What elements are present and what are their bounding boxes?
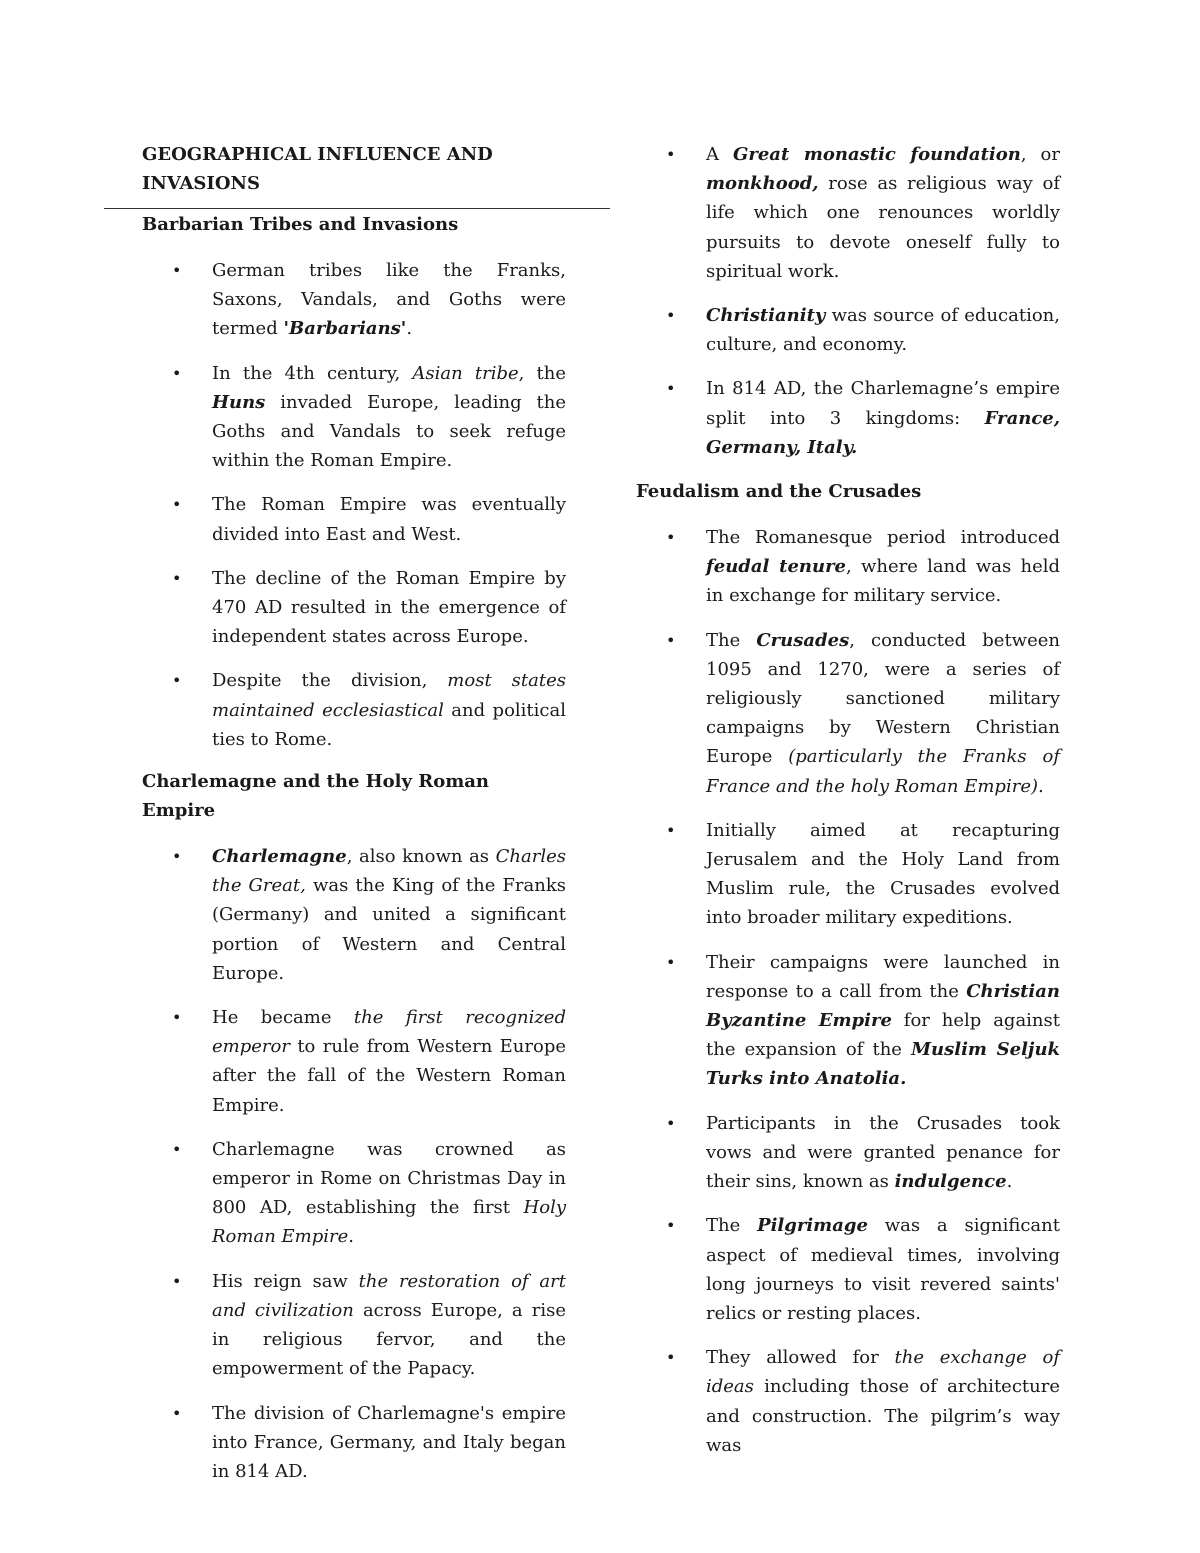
barbarian-list [142, 256, 566, 754]
list-item: • He became the first recognized emperor to rule from Western Europe after the fall of the Western Roman Empire. [142, 1003, 566, 1120]
continued-list [636, 140, 1060, 462]
list-item: • The Roman Empire was eventually divided into East and West. [142, 490, 566, 548]
charlemagne-list [142, 842, 566, 1486]
section-heading-charlemagne: Charlemagne and the Holy Roman Empire [142, 771, 490, 822]
bullet-icon: • [172, 261, 182, 280]
left-column [142, 140, 566, 1501]
bullet-icon: • [172, 671, 182, 691]
bullet-icon: • [666, 145, 676, 164]
bullet-icon: • [666, 528, 676, 548]
list-item: • In 814 AD, the Charlemagne’s empire split into 3 kingdoms: France, Germany, Italy. [636, 374, 1060, 462]
bullet-icon: • [172, 363, 182, 383]
bullet-icon: • [172, 1139, 182, 1159]
document-title: GEOGRAPHICAL INFLUENCE AND INVASIONS [142, 144, 493, 194]
bullet-icon: • [172, 1008, 182, 1028]
list-item: • German tribes like the Franks, Saxons, Vandals, and Goths were termed 'Barbarians'. [142, 256, 566, 344]
bullet-icon: • [666, 1216, 676, 1236]
bullet-icon: • [666, 1348, 676, 1368]
list-item: • Christianity was source of education, culture, and economy. [636, 301, 1060, 359]
section-heading-feudalism: Feudalism and the Crusades [636, 481, 922, 503]
list-item: • His reign saw the restoration of art and civilization across Europe, a rise in religious fervor, and the empowerment of the Papacy. [142, 1267, 566, 1384]
list-item: • The decline of the Roman Empire by 470 AD resulted in the emergence of independent states across Europe. [142, 564, 566, 652]
list-item: • A Great monastic foundation, or monkhood, rose as religious way of life which one renounces worldly pursuits to devote oneself fully to spiritual work. [636, 140, 1060, 286]
list-item: • The division of Charlemagne's empire into France, Germany, and Italy began in 814 AD. [142, 1399, 566, 1487]
list-item: • The Crusades, conducted between 1095 and 1270, were a series of religiously sanctioned military campaigns by Western Christian Europe (particularly the Franks of France and the holy Roman Empire). [636, 626, 1060, 801]
list-item: • Initially aimed at recapturing Jerusalem and the Holy Land from Muslim rule, the Crusades evolved into broader military expeditions. [636, 816, 1060, 933]
list-item: • In the 4th century, Asian tribe, the Huns invaded Europe, leading the Goths and Vandals to seek refuge within the Roman Empire. [142, 359, 566, 476]
bullet-icon: • [666, 630, 676, 650]
list-item: • Charlemagne was crowned as emperor in Rome on Christmas Day in 800 AD, establishing the first Holy Roman Empire. [142, 1135, 566, 1252]
bullet-icon: • [666, 952, 676, 972]
list-item: • The Romanesque period introduced feudal tenure, where land was held in exchange for military service. [636, 523, 1060, 611]
list-item: • Charlemagne, also known as Charles the Great, was the King of the Franks (Germany) and united a significant portion of Western and Central Europe. [142, 842, 566, 988]
list-item: • They allowed for the exchange of ideas including those of architecture and construction. The pilgrim’s way was [636, 1343, 1060, 1460]
bullet-icon: • [172, 1271, 182, 1291]
list-item: • Participants in the Crusades took vows and were granted penance for their sins, known as indulgence. [636, 1109, 1060, 1197]
bullet-icon: • [666, 306, 676, 326]
bullet-icon: • [666, 820, 676, 840]
bullet-icon: • [666, 379, 676, 399]
list-item: • The Pilgrimage was a significant aspect of medieval times, involving long journeys to visit revered saints' relics or resting places. [636, 1211, 1060, 1328]
bullet-icon: • [172, 847, 182, 867]
list-item: • Their campaigns were launched in response to a call from the Christian Byzantine Empire for help against the expansion of the Muslim Seljuk Turks into Anatolia. [636, 948, 1060, 1094]
bullet-icon: • [172, 495, 182, 515]
bullet-icon: • [172, 568, 182, 588]
list-item: • Despite the division, most states maintained ecclesiastical and political ties to Rome. [142, 666, 566, 754]
section-heading-barbarian: Barbarian Tribes and Invasions [142, 214, 459, 235]
right-column [636, 140, 1060, 1475]
feudalism-list [636, 523, 1060, 1460]
bullet-icon: • [666, 1113, 676, 1133]
bullet-icon: • [172, 1403, 182, 1423]
